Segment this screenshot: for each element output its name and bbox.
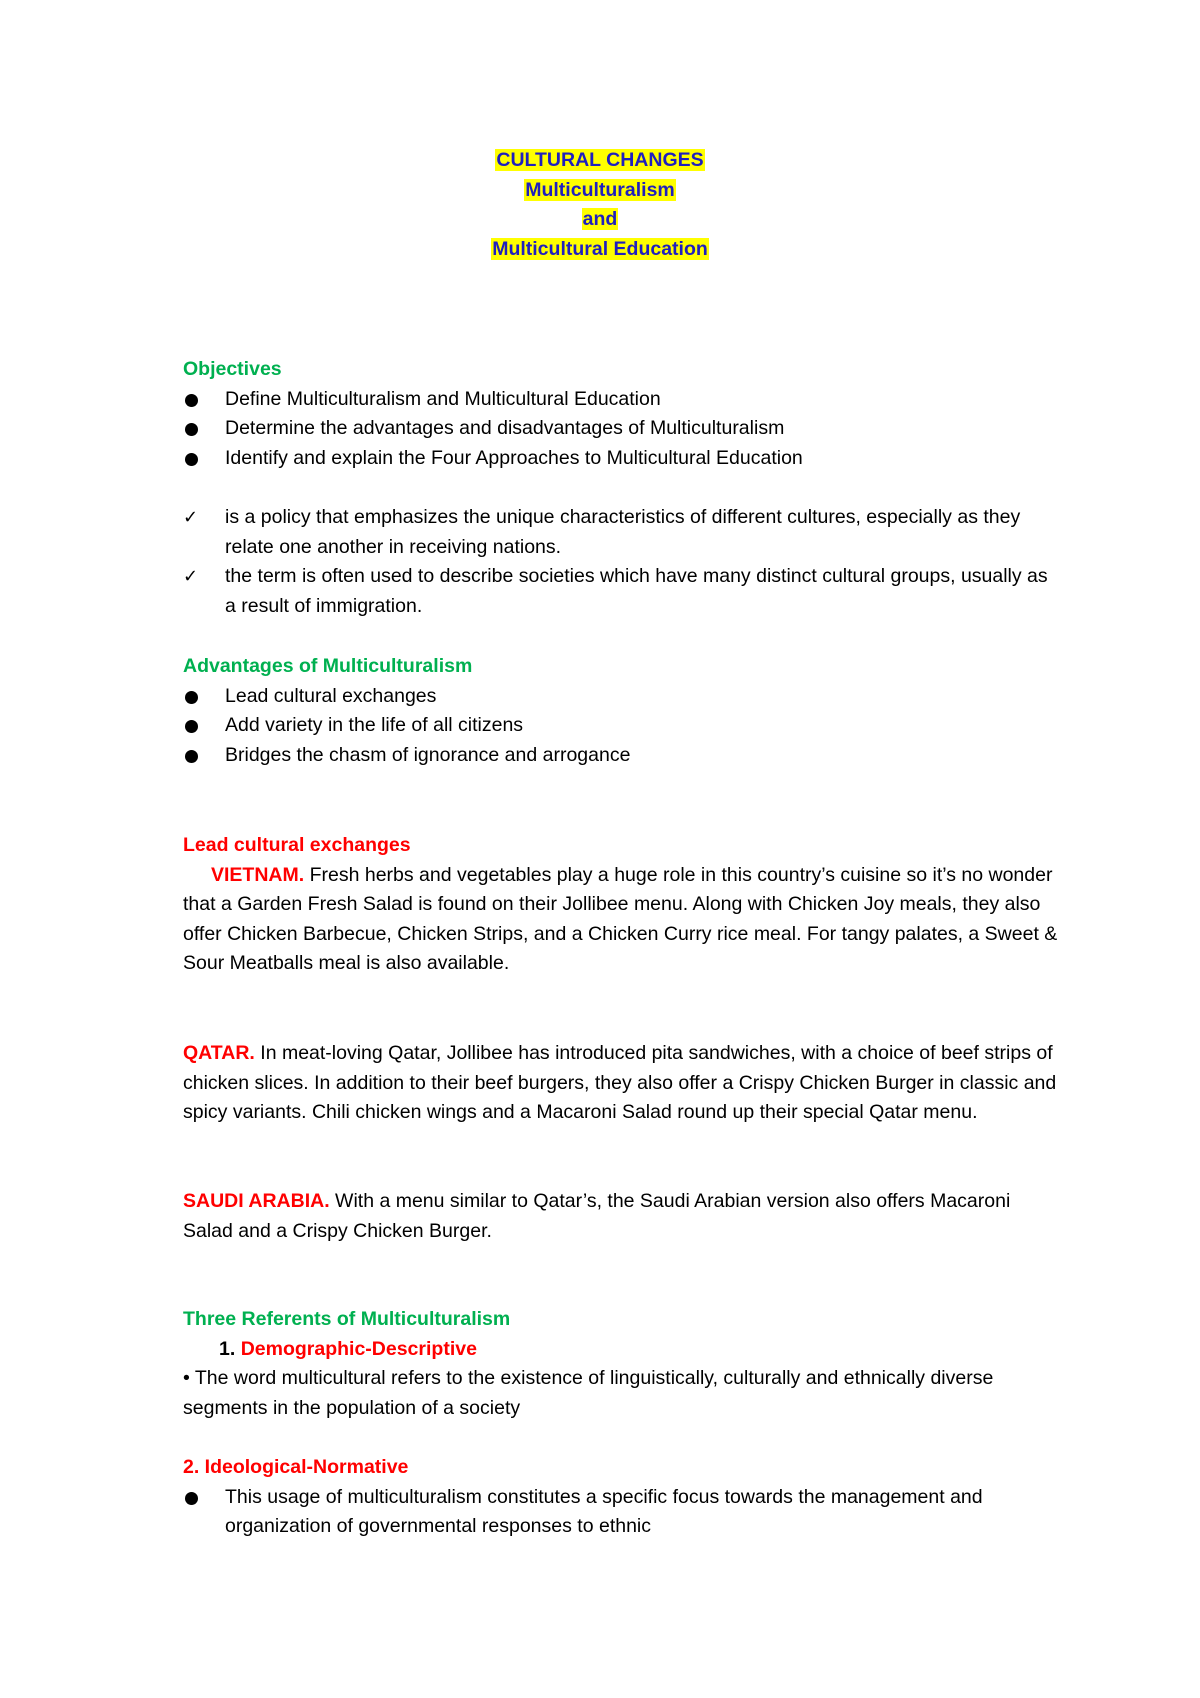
bullet-icon — [185, 1492, 198, 1505]
list-item: Bridges the chasm of ignorance and arrogance — [183, 741, 1063, 771]
list-item: ✓ the term is often used to describe societies which have many distinct cultural groups, usually as a result of immigration. — [183, 562, 1063, 621]
list-item: Determine the advantages and disadvantages of Multiculturalism — [183, 414, 1063, 444]
bullet-icon — [185, 750, 198, 763]
bullet-icon — [185, 394, 198, 407]
list-item: This usage of multiculturalism constitutes a specific focus towards the management and organization of governmental responses to ethnic — [183, 1483, 1063, 1542]
referent-1-title: 1. Demographic-Descriptive — [219, 1337, 477, 1360]
list-item: Lead cultural exchanges — [183, 682, 1063, 712]
list-item: Identify and explain the Four Approaches to Multicultural Education — [183, 444, 1063, 474]
saudi-paragraph: SAUDI ARABIA. With a menu similar to Qatar’s, the Saudi Arabian version also offers Macaroni Salad and a Crispy Chicken Burger. — [183, 1190, 1011, 1242]
saudi-section — [183, 1187, 1063, 1246]
advantages-list — [183, 682, 1063, 771]
referent-2-list — [183, 1483, 1063, 1542]
title-line-1: CULTURAL CHANGES — [496, 149, 704, 171]
title-line-4: Multicultural Education — [492, 237, 708, 260]
definitions-section — [183, 503, 1063, 621]
title-line-3: and — [582, 208, 618, 230]
advantages-section — [183, 652, 1063, 770]
saudi-label: SAUDI ARABIA. — [183, 1190, 330, 1212]
qatar-paragraph: QATAR. In meat-loving Qatar, Jollibee has introduced pita sandwiches, with a choice of beef strips of chicken slices. In addition to their beef burgers, they also offer a Crispy Chicken Burger in classic and spicy variants. Chili chicken wings and a Macaroni Salad round up their special Qatar menu. — [183, 1042, 1057, 1123]
checkmark-icon: ✓ — [183, 566, 199, 587]
vietnam-paragraph: VIETNAM. Fresh herbs and vegetables play a huge role in this country’s cuisine so it’s no wonder that a Garden Fresh Salad is found on their Jollibee menu. Along with Chicken Joy meals, they also offer Chicken Barbecue, Chicken Strips, and a Chicken Curry rice meal. For tangy palates, a Sweet & Sour Meatballs meal is also available. — [183, 863, 1058, 974]
qatar-label: QATAR. — [183, 1042, 255, 1064]
vietnam-label: VIETNAM. — [211, 863, 305, 886]
definitions-list — [183, 503, 1063, 621]
referent-2-section — [183, 1453, 1063, 1542]
bullet-icon — [185, 453, 198, 466]
checkmark-icon: ✓ — [183, 507, 199, 528]
objectives-list — [183, 385, 1063, 474]
list-item: ✓ is a policy that emphasizes the unique characteristics of different cultures, especially as they relate one another in receiving nations. — [183, 503, 1063, 562]
exchanges-section — [183, 831, 1063, 979]
referents-heading: Three Referents of Multiculturalism — [183, 1308, 511, 1330]
objectives-heading: Objectives — [183, 358, 282, 380]
referents-section — [183, 1305, 1063, 1423]
title-line-2: Multiculturalism — [525, 178, 675, 201]
advantages-heading: Advantages of Multiculturalism — [183, 655, 473, 677]
document-title — [0, 146, 1200, 264]
bullet-icon — [185, 423, 198, 436]
referent-2-title: 2. Ideological-Normative — [183, 1456, 409, 1478]
list-item: Define Multiculturalism and Multicultural Education — [183, 385, 1063, 415]
exchanges-heading: Lead cultural exchanges — [183, 834, 411, 856]
bullet-icon — [185, 691, 198, 704]
qatar-section — [183, 1039, 1063, 1128]
referent-1-text: • The word multicultural refers to the existence of linguistically, culturally and ethnically diverse segments in the population of a society — [183, 1367, 994, 1419]
bullet-icon — [185, 720, 198, 733]
list-item: Add variety in the life of all citizens — [183, 711, 1063, 741]
objectives-section — [183, 355, 1063, 473]
